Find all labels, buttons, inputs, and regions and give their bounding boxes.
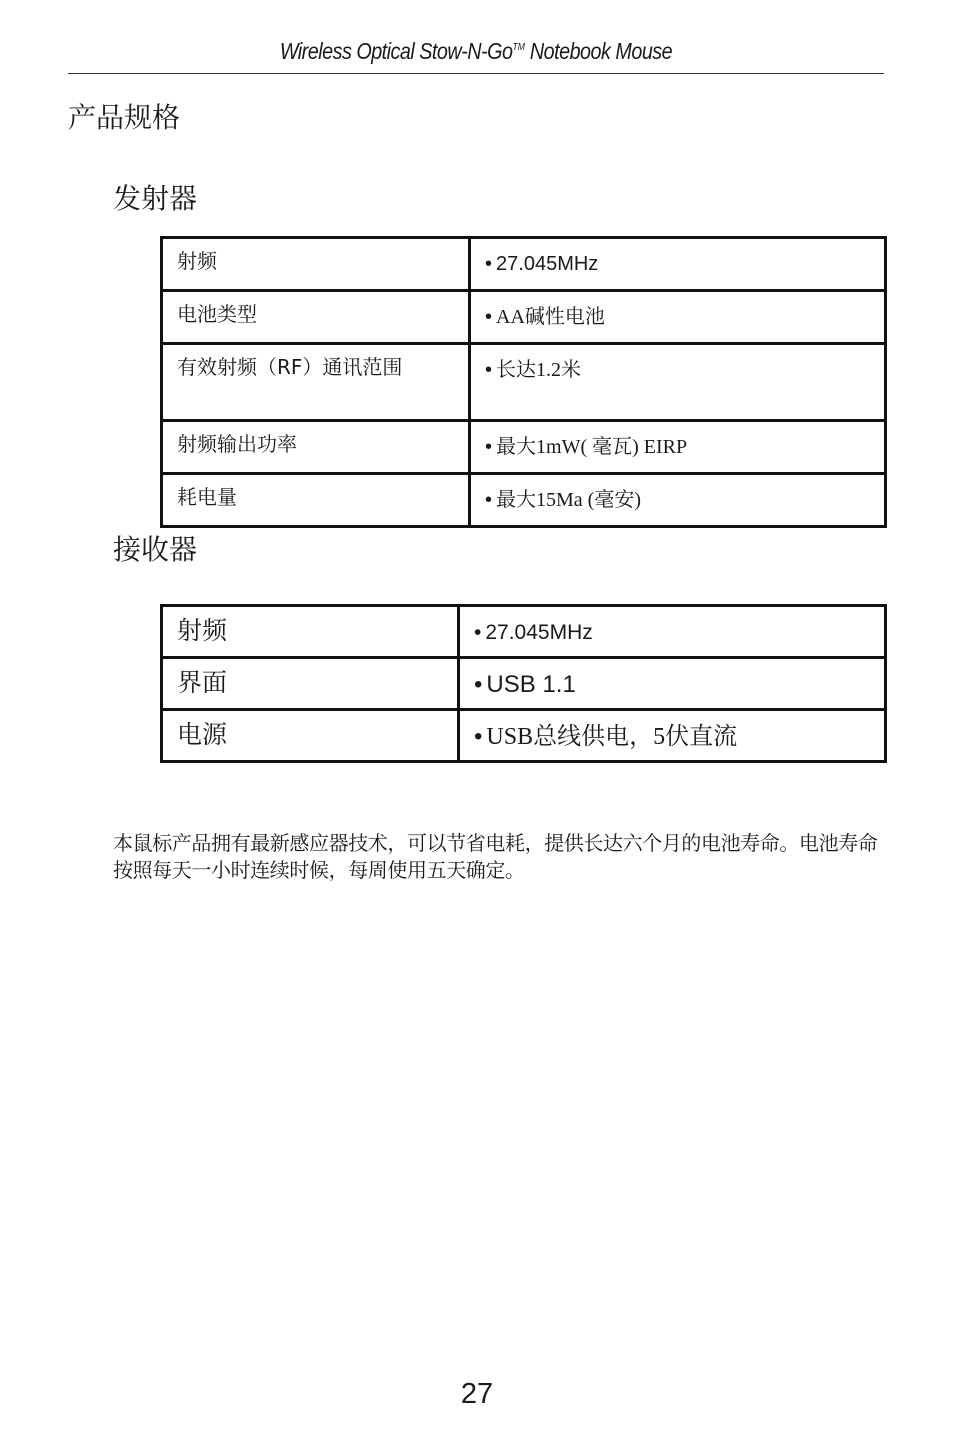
spec-value-cell: [470, 238, 886, 291]
spec-value: USB 1.1: [486, 671, 576, 698]
bullet-mark: •: [474, 723, 483, 750]
header-title-tail: Notebook Mouse: [524, 38, 673, 64]
spec-value-cell: [459, 710, 886, 762]
bullet-mark: •: [485, 489, 493, 511]
bullet-mark: •: [485, 436, 493, 458]
table-row: [162, 474, 886, 527]
trademark-mark: TM: [512, 42, 525, 53]
spec-value-cell: [470, 344, 886, 421]
document-header-title: [125, 38, 827, 65]
spec-value: 长达1.2米: [496, 359, 582, 381]
spec-value-cell: [459, 606, 886, 658]
transmitter-heading: 发射器: [113, 182, 198, 215]
spec-value: AA碱性电池: [496, 306, 605, 328]
spec-label: 界面: [162, 658, 459, 710]
spec-value-cell: [459, 658, 886, 710]
spec-value: 最大1mW( 毫瓦) EIRP: [496, 436, 688, 458]
receiver-heading: 接收器: [113, 533, 198, 566]
bullet-mark: •: [485, 306, 493, 328]
spec-value-cell: [470, 421, 886, 474]
page-title: 产品规格: [68, 101, 181, 134]
spec-value: 27.045MHz: [485, 621, 593, 644]
spec-label: 射频: [162, 606, 459, 658]
table-row: [162, 238, 886, 291]
table-row: [162, 291, 886, 344]
battery-life-note: 本鼠标产品拥有最新感应器技术，可以节省电耗，提供长达六个月的电池寿命。电池寿命按照每天一小时连续时候，每周使用五天确定。: [113, 831, 878, 882]
page-number: 27: [460, 1378, 494, 1410]
table-row: [162, 344, 886, 421]
header-divider: [68, 73, 884, 74]
table-row: [162, 421, 886, 474]
spec-value: 最大15Ma (毫安): [496, 489, 641, 511]
spec-label: 电池类型: [162, 291, 470, 344]
spec-value: USB总线供电，5伏直流: [486, 724, 738, 750]
table-row: [162, 710, 886, 762]
bullet-mark: •: [474, 671, 483, 698]
spec-value-cell: [470, 474, 886, 527]
bullet-mark: •: [474, 621, 482, 644]
spec-label: 电源: [162, 710, 459, 762]
table-row: [162, 606, 886, 658]
transmitter-spec-table: [160, 236, 887, 528]
spec-label: 耗电量: [162, 474, 470, 527]
spec-value-cell: [470, 291, 886, 344]
receiver-spec-table: [160, 604, 887, 763]
spec-label: 射频输出功率: [162, 421, 470, 474]
bullet-mark: •: [485, 359, 493, 381]
spec-value: 27.045MHz: [496, 253, 599, 275]
table-row: [162, 658, 886, 710]
header-title-main: Wireless Optical Stow-N-Go: [279, 38, 513, 64]
spec-label: 射频: [162, 238, 470, 291]
spec-label: 有效射频（RF）通讯范围: [162, 344, 470, 421]
bullet-mark: •: [485, 253, 493, 275]
